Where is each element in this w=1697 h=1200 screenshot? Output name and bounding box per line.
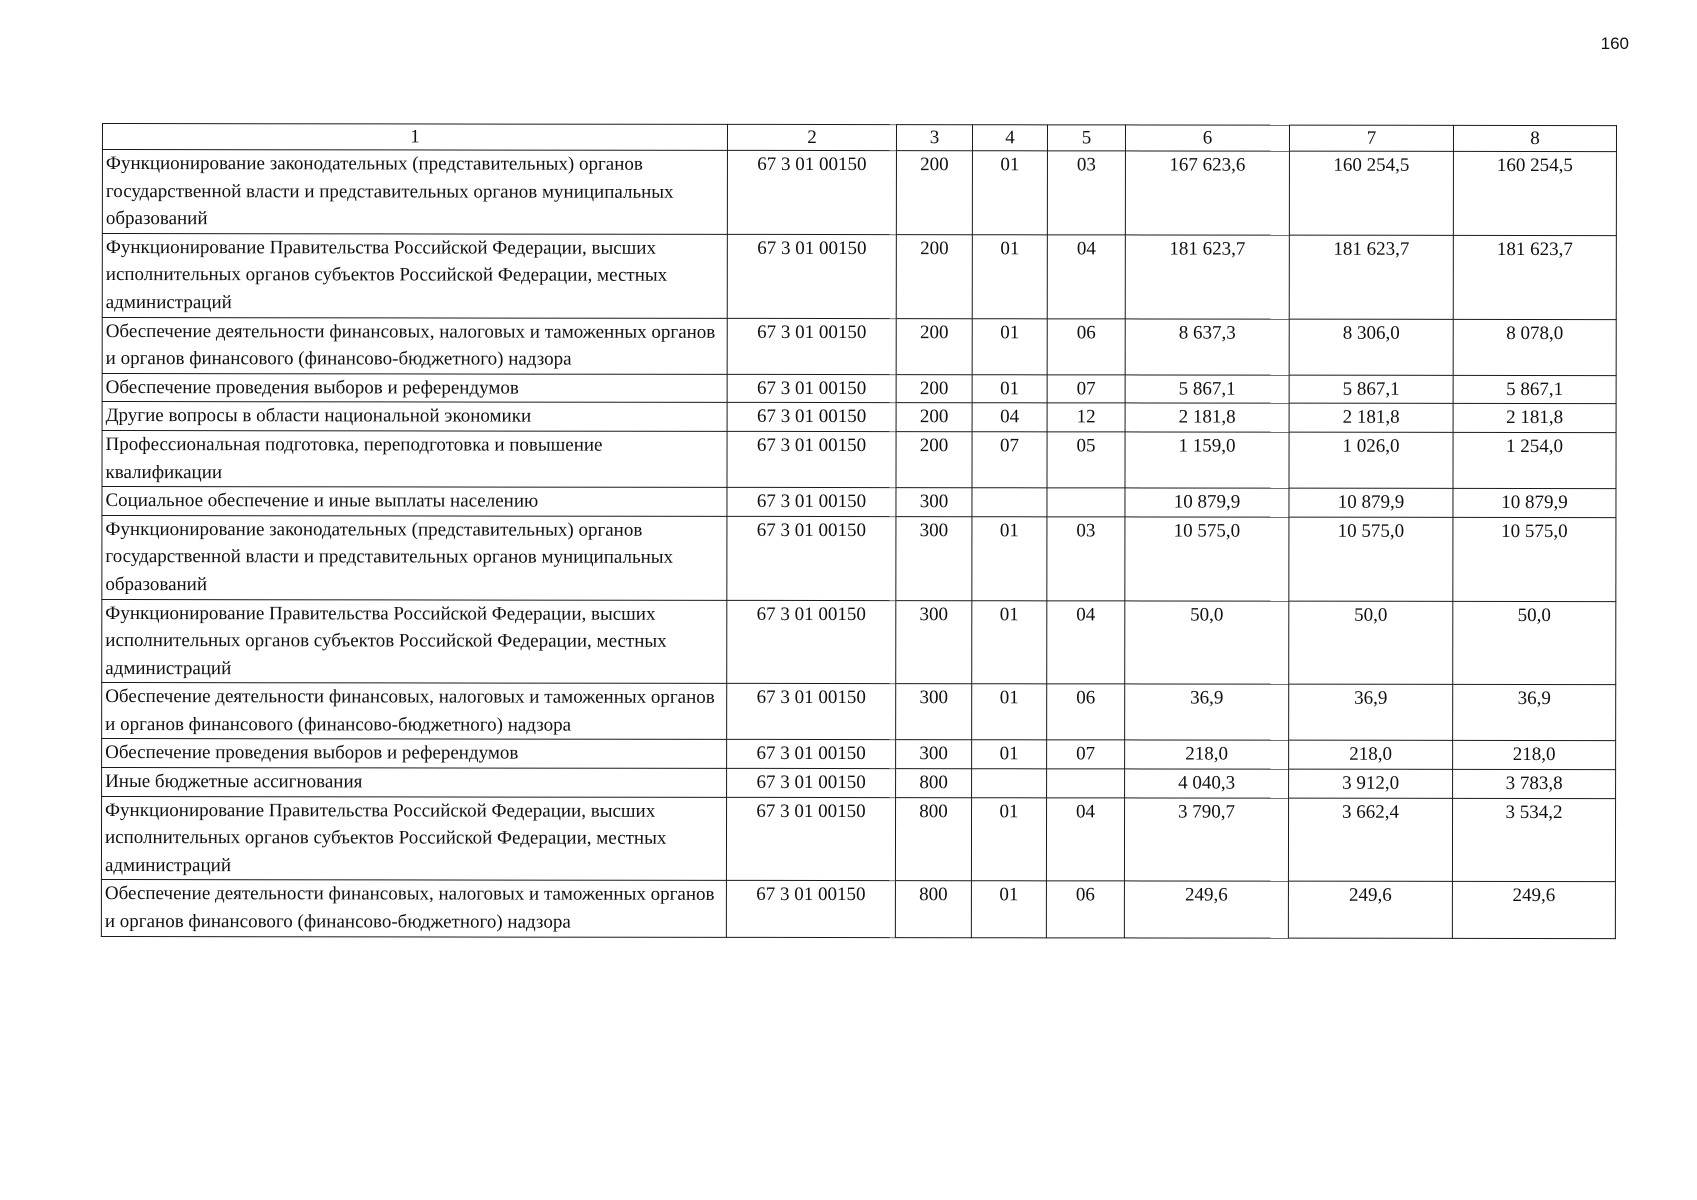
item-name-cell: Социальное обеспечение и иные выплаты населению xyxy=(102,487,727,516)
column-header: 3 xyxy=(896,125,972,151)
expense-type-cell: 800 xyxy=(896,769,972,798)
item-name-cell: Функционирование Правительства Российской Федерации, высших исполнительных органов субъектов Российской Федерации, местных администраций xyxy=(101,796,726,881)
item-name-cell: Обеспечение деятельности финансовых, налоговых и таможенных органов и органов финансового (финансово-бюджетного) надзора xyxy=(102,683,727,740)
section-cell: 01 xyxy=(972,600,1047,684)
section-cell: 01 xyxy=(972,151,1047,235)
target-code-cell: 67 3 01 00150 xyxy=(727,684,896,740)
subsection-cell xyxy=(1047,488,1125,517)
target-code-cell: 67 3 01 00150 xyxy=(727,403,896,432)
table-row xyxy=(102,317,1616,375)
page-number: 160 xyxy=(1600,34,1629,53)
subsection-cell: 06 xyxy=(1047,684,1125,740)
amount-col8-cell: 181 623,7 xyxy=(1453,235,1616,319)
section-cell: 01 xyxy=(972,684,1047,740)
amount-col7-cell: 3 662,4 xyxy=(1288,798,1452,882)
item-name-cell: Функционирование Правительства Российской Федерации, высших исполнительных органов субъектов Российской Федерации, местных администраций xyxy=(102,599,727,684)
target-code-cell: 67 3 01 00150 xyxy=(727,600,896,684)
item-name-cell: Функционирование законодательных (представительных) органов государственной власти и представительных органов муниципальных образований xyxy=(102,515,727,600)
amount-col7-cell: 10 575,0 xyxy=(1289,517,1453,601)
amount-col8-cell: 1 254,0 xyxy=(1453,432,1616,488)
amount-col7-cell: 36,9 xyxy=(1289,684,1453,740)
table-row xyxy=(102,373,1616,404)
section-cell: 01 xyxy=(972,740,1047,769)
target-code-cell: 67 3 01 00150 xyxy=(727,431,896,487)
section-cell: 04 xyxy=(972,403,1047,432)
section-cell: 01 xyxy=(972,234,1047,318)
amount-col7-cell: 10 879,9 xyxy=(1289,488,1453,517)
expense-type-cell: 200 xyxy=(896,234,972,318)
item-name-cell: Обеспечение проведения выборов и референдумов xyxy=(102,373,727,402)
table-row xyxy=(102,683,1616,741)
amount-col8-cell: 249,6 xyxy=(1452,882,1615,938)
table-row xyxy=(102,487,1616,518)
target-code-cell: 67 3 01 00150 xyxy=(727,234,896,318)
section-cell: 01 xyxy=(971,797,1046,881)
amount-col8-cell: 218,0 xyxy=(1453,741,1616,770)
amount-col7-cell: 249,6 xyxy=(1288,882,1452,938)
amount-col6-cell: 1 159,0 xyxy=(1125,432,1289,488)
table-row xyxy=(102,768,1616,799)
expense-type-cell: 300 xyxy=(896,516,972,600)
amount-col6-cell: 8 637,3 xyxy=(1125,318,1289,374)
subsection-cell: 03 xyxy=(1047,151,1125,235)
table-body xyxy=(101,150,1616,939)
expense-type-cell: 300 xyxy=(896,600,972,684)
subsection-cell: 07 xyxy=(1047,740,1125,769)
amount-col6-cell: 50,0 xyxy=(1125,600,1289,684)
table-row xyxy=(101,796,1615,882)
amount-col7-cell: 181 623,7 xyxy=(1289,235,1453,319)
target-code-cell: 67 3 01 00150 xyxy=(727,374,896,403)
item-name-cell: Функционирование Правительства Российской Федерации, высших исполнительных органов субъектов Российской Федерации, местных администраций xyxy=(102,233,727,318)
amount-col8-cell: 160 254,5 xyxy=(1453,151,1616,235)
subsection-cell: 04 xyxy=(1047,600,1125,684)
target-code-cell: 67 3 01 00150 xyxy=(726,797,895,881)
amount-col8-cell: 10 575,0 xyxy=(1453,517,1616,601)
subsection-cell: 03 xyxy=(1047,517,1125,601)
amount-col6-cell: 10 879,9 xyxy=(1125,488,1289,517)
expense-type-cell: 200 xyxy=(896,151,972,235)
amount-col7-cell: 1 026,0 xyxy=(1289,432,1453,488)
amount-col7-cell: 160 254,5 xyxy=(1289,151,1453,235)
table-row xyxy=(102,515,1616,601)
subsection-cell: 12 xyxy=(1047,403,1125,432)
amount-col6-cell: 218,0 xyxy=(1125,740,1289,769)
amount-col7-cell: 218,0 xyxy=(1289,741,1453,770)
amount-col7-cell: 8 306,0 xyxy=(1289,319,1453,375)
amount-col7-cell: 3 912,0 xyxy=(1289,769,1453,798)
amount-col6-cell: 181 623,7 xyxy=(1125,235,1289,319)
amount-col6-cell: 2 181,8 xyxy=(1125,403,1289,432)
target-code-cell: 67 3 01 00150 xyxy=(727,318,896,374)
amount-col8-cell: 3 783,8 xyxy=(1453,769,1616,798)
amount-col8-cell: 5 867,1 xyxy=(1453,375,1616,404)
amount-col6-cell: 5 867,1 xyxy=(1125,375,1289,404)
subsection-cell: 06 xyxy=(1047,318,1125,374)
subsection-cell xyxy=(1047,769,1125,798)
amount-col6-cell: 10 575,0 xyxy=(1125,517,1289,601)
expense-type-cell: 200 xyxy=(896,403,972,432)
subsection-cell: 05 xyxy=(1047,432,1125,488)
amount-col8-cell: 2 181,8 xyxy=(1453,404,1616,433)
column-header: 7 xyxy=(1289,125,1453,151)
item-name-cell: Другие вопросы в области национальной экономики xyxy=(102,402,727,431)
amount-col6-cell: 249,6 xyxy=(1124,881,1288,937)
expense-type-cell: 800 xyxy=(895,797,971,881)
amount-col8-cell: 8 078,0 xyxy=(1453,319,1616,375)
amount-col6-cell: 167 623,6 xyxy=(1125,151,1289,235)
subsection-cell: 04 xyxy=(1046,797,1124,881)
section-cell: 01 xyxy=(972,374,1047,403)
amount-col7-cell: 50,0 xyxy=(1289,601,1453,685)
expense-type-cell: 200 xyxy=(896,318,972,374)
budget-table xyxy=(101,123,1617,939)
table-row xyxy=(102,233,1616,319)
expense-type-cell: 200 xyxy=(896,374,972,403)
column-header: 2 xyxy=(727,124,896,150)
column-header: 4 xyxy=(972,125,1047,151)
target-code-cell: 67 3 01 00150 xyxy=(726,881,895,937)
amount-col6-cell: 4 040,3 xyxy=(1125,769,1289,798)
table-row xyxy=(102,150,1616,236)
table-row xyxy=(101,880,1615,938)
amount-col7-cell: 2 181,8 xyxy=(1289,404,1453,433)
column-header: 8 xyxy=(1453,125,1616,151)
section-cell: 01 xyxy=(972,318,1047,374)
expense-type-cell: 200 xyxy=(896,432,972,488)
section-cell: 01 xyxy=(972,516,1047,600)
target-code-cell: 67 3 01 00150 xyxy=(727,768,896,797)
table-row xyxy=(102,430,1616,488)
expense-type-cell: 800 xyxy=(895,881,971,937)
table-row xyxy=(102,739,1616,770)
item-name-cell: Иные бюджетные ассигнования xyxy=(102,768,727,797)
expense-type-cell: 300 xyxy=(896,740,972,769)
target-code-cell: 67 3 01 00150 xyxy=(727,487,896,516)
item-name-cell: Функционирование законодательных (представительных) органов государственной власти и представительных органов муниципальных образований xyxy=(102,150,727,235)
subsection-cell: 07 xyxy=(1047,375,1125,404)
target-code-cell: 67 3 01 00150 xyxy=(727,516,896,600)
column-header: 1 xyxy=(102,124,727,151)
amount-col8-cell: 3 534,2 xyxy=(1452,798,1615,882)
amount-col8-cell: 10 879,9 xyxy=(1453,489,1616,518)
amount-col6-cell: 36,9 xyxy=(1125,684,1289,740)
column-header: 5 xyxy=(1047,125,1125,151)
section-cell: 01 xyxy=(971,881,1046,937)
table-row xyxy=(102,599,1616,685)
amount-col7-cell: 5 867,1 xyxy=(1289,375,1453,404)
column-number-row xyxy=(102,124,1616,152)
item-name-cell: Обеспечение проведения выборов и референдумов xyxy=(102,739,727,768)
section-cell: 07 xyxy=(972,432,1047,488)
subsection-cell: 06 xyxy=(1046,881,1124,937)
table-row xyxy=(102,402,1616,433)
amount-col6-cell: 3 790,7 xyxy=(1124,798,1288,882)
amount-col8-cell: 36,9 xyxy=(1453,685,1616,741)
item-name-cell: Обеспечение деятельности финансовых, налоговых и таможенных органов и органов финансового (финансово-бюджетного) надзора xyxy=(102,317,727,374)
section-cell xyxy=(972,769,1047,798)
amount-col8-cell: 50,0 xyxy=(1453,601,1616,685)
expense-type-cell: 300 xyxy=(896,488,972,517)
item-name-cell: Профессиональная подготовка, переподготовка и повышение квалификации xyxy=(102,430,727,487)
target-code-cell: 67 3 01 00150 xyxy=(727,150,896,234)
item-name-cell: Обеспечение деятельности финансовых, налоговых и таможенных органов и органов финансового (финансово-бюджетного) надзора xyxy=(101,880,726,937)
expense-type-cell: 300 xyxy=(896,684,972,740)
target-code-cell: 67 3 01 00150 xyxy=(727,740,896,769)
subsection-cell: 04 xyxy=(1047,235,1125,319)
section-cell xyxy=(972,488,1047,517)
column-header: 6 xyxy=(1125,125,1289,151)
